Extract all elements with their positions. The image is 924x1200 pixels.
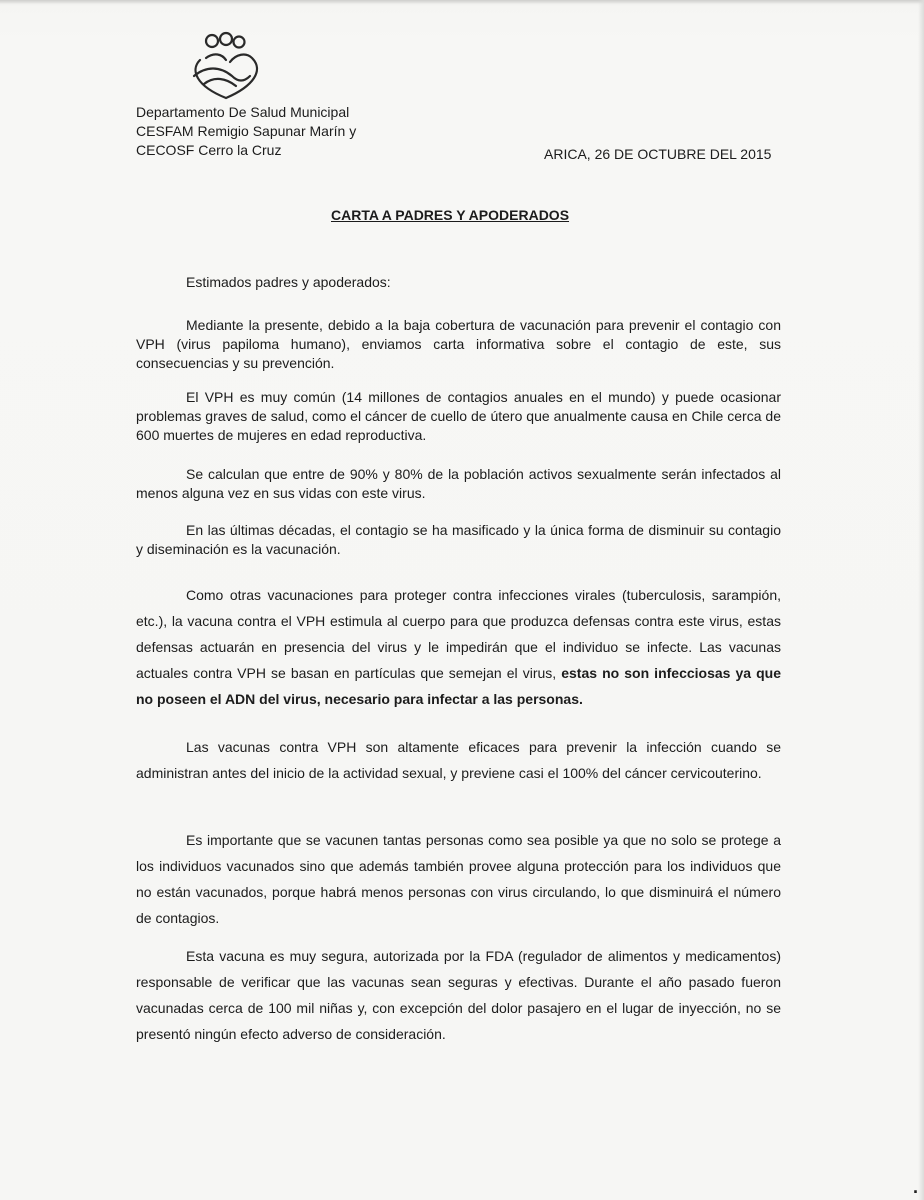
paragraph-5-text: Como otras vacunaciones para proteger contra infecciones virales (tuberculosis, sarampión, etc.), la vacuna contra el VPH estimula al cuerpo para que produzca defensas contra este virus, estas defensas actuarán en presencia del virus y le impedirán que el individuo se infecte. Las vacunas actuales contra VPH se basan en partículas que semejan el virus, (136, 587, 781, 681)
paragraph-2: El VPH es muy común (14 millones de contagios anuales en el mundo) y puede ocasionar problemas graves de salud, como el cáncer de cuello de útero que anualmente causa en Chile cerca de 600 muertes de mujeres en edad reproductiva. (136, 389, 781, 443)
family-heart-logo-icon (186, 30, 266, 102)
scan-edge-right (918, 0, 924, 1200)
scan-edge-top (0, 0, 924, 4)
paragraph-1: Mediante la presente, debido a la baja cobertura de vacunación para prevenir el contagio con VPH (virus papiloma humano), enviamos carta informativa sobre el contagio de este, sus consecuencias y su prevención. (136, 317, 781, 371)
paragraph-8: Esta vacuna es muy segura, autorizada por la FDA (regulador de alimentos y medicamentos) responsable de verificar que las vacunas sean seguras y efectivas. Durante el año pasado fueron vacunadas cerca de 100 mil niñas y, con excepción del dolor pasajero en el lugar de inyección, no se presentó ningún efecto adverso de consideración. (136, 948, 781, 1042)
paragraph-6: Las vacunas contra VPH son altamente eficaces para prevenir la infección cuando se administran antes del inicio de la actividad sexual, y previene casi el 100% del cáncer cervicouterino. (136, 739, 781, 781)
sender-line-cesfam: CESFAM Remigio Sapunar Marín y (136, 123, 357, 139)
sender-block (136, 103, 356, 160)
paragraph-7: Es importante que se vacunen tantas personas como sea posible ya que no solo se protege a los individuos vacunados sino que además también provee alguna protección para los individuos que no están vacunados, porque habrá menos personas con virus circulando, lo que disminuirá el número de contagios. (136, 832, 781, 926)
paragraph-5-bold: estas no son infecciosas ya que no poseen el ADN del virus, necesario para infectar a las personas. (136, 665, 782, 707)
page-corner-mark: . (912, 1177, 918, 1197)
letter-greeting: Estimados padres y apoderados: (186, 274, 391, 290)
letter-title: CARTA A PADRES Y APODERADOS (331, 207, 570, 223)
paragraph-3: Se calculan que entre de 90% y 80% de la población activos sexualmente serán infectados al menos alguna vez en sus vidas con este virus. (136, 466, 781, 501)
paragraph-5 (136, 582, 781, 712)
paragraph-4: En las últimas décadas, el contagio se ha masificado y la única forma de disminuir su contagio y diseminación es la vacunación. (136, 522, 781, 557)
sender-line-cecosf: CECOSF Cerro la Cruz (136, 142, 282, 158)
sender-line-department: Departamento De Salud Municipal (136, 104, 350, 120)
letter-date: ARICA, 26 DE OCTUBRE DEL 2015 (544, 146, 772, 162)
